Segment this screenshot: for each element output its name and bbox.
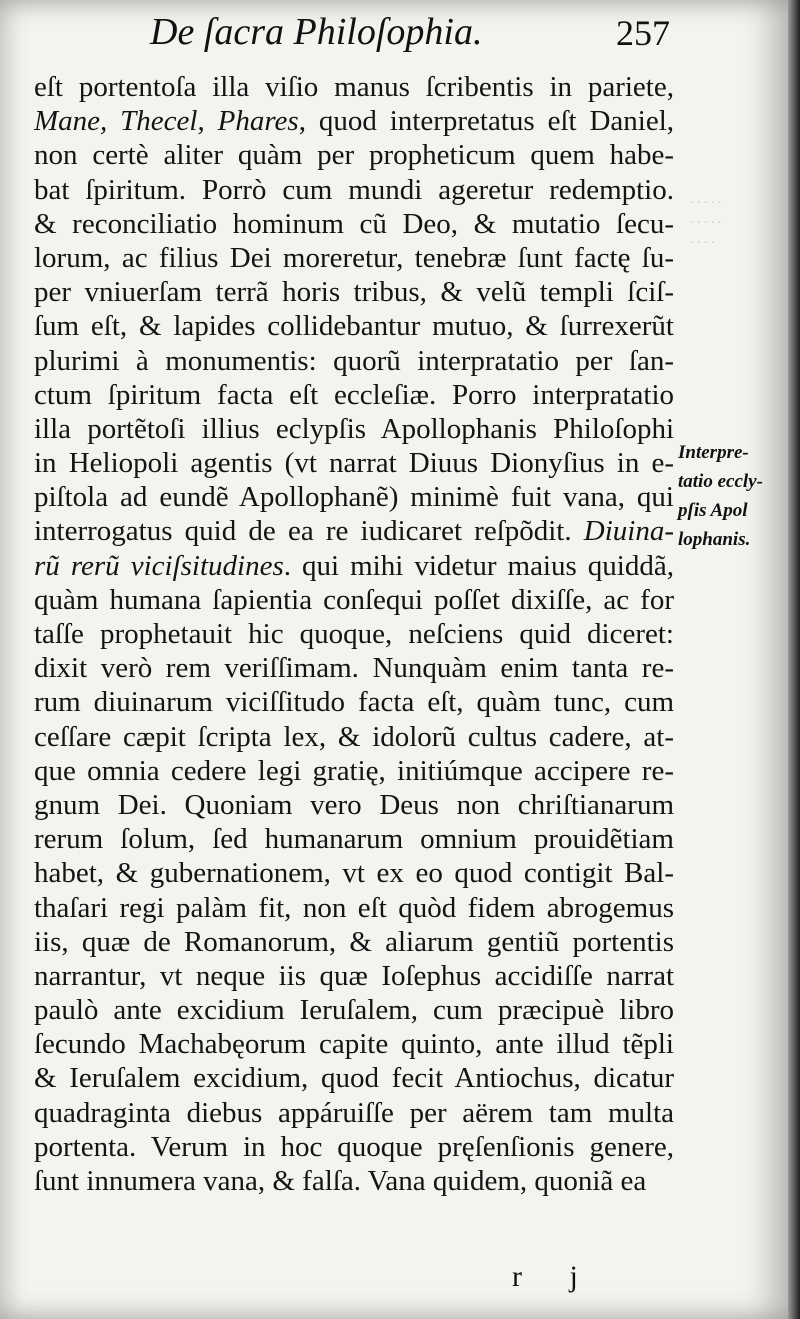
page-edge-shadow <box>788 0 800 1319</box>
text-line <box>34 138 674 172</box>
text-segment: bat ſpiritum. Porrò cum mundi ageretur redemptio. <box>34 173 674 206</box>
bleed-through-text: . . . . . . . . . . . . . . <box>690 192 722 247</box>
text-line <box>34 856 674 890</box>
margin-note-line: tatio eccly- <box>678 471 763 492</box>
text-segment: . qui mihi videtur maius quiddã, <box>283 549 674 582</box>
text-line <box>34 685 674 719</box>
text-line <box>34 104 674 138</box>
text-line <box>34 378 674 412</box>
text-line <box>34 344 674 378</box>
signature-mark: r j <box>512 1260 598 1293</box>
text-segment: paulò ante excidium Ieruſalem, cum præcipuè libro <box>34 994 674 1027</box>
text-segment: per vniuerſam terrã horis tribus, & velũ templi ſciſ- <box>34 276 674 309</box>
text-segment: interrogatus quid de ea re iudicaret reſpõdit. <box>34 515 584 548</box>
text-line <box>34 70 674 104</box>
text-segment: & reconciliatio hominum cũ Deo, & mutatio ſecu- <box>34 207 674 240</box>
text-segment: que omnia cedere legi gratię, initiúmque accipere re- <box>34 754 674 787</box>
text-line <box>34 275 674 309</box>
text-line <box>34 549 674 583</box>
text-segment: gnum Dei. Quoniam vero Deus non chriſtianarum <box>34 788 674 821</box>
text-segment: ſunt innumera vana, & falſa. Vana quidem, quoniã ea <box>34 1165 647 1197</box>
text-segment: narrantur, vt neque iis quæ Ioſephus accidiſſe narrat <box>34 959 674 992</box>
text-line <box>34 1061 674 1095</box>
text-segment: rum diuinarum viciſſitudo facta eſt, quàm tunc, cum <box>34 686 674 719</box>
margin-note-line: lophanis. <box>678 529 751 550</box>
page-number: 257 <box>616 13 670 53</box>
text-line <box>34 822 674 856</box>
text-segment: thaſari regi palàm fit, non eſt quòd fidem abrogemus <box>34 891 674 924</box>
text-line <box>34 651 674 685</box>
text-line <box>34 480 674 514</box>
text-line <box>34 754 674 788</box>
margin-note <box>678 438 778 554</box>
text-line <box>34 788 674 822</box>
text-segment: quàm humana ſapientia conſequi poſſet dixiſſe, ac for <box>34 583 674 616</box>
text-segment: non certè aliter quàm per propheticum quem habe- <box>34 139 674 172</box>
text-line <box>34 207 674 241</box>
page-header <box>150 10 670 70</box>
text-segment: ſecundo Machabęorum capite quinto, ante illud tẽpli <box>34 1028 674 1061</box>
text-segment: in Heliopoli agentis (vt narrat Diuus Dionyſius in e- <box>34 447 674 480</box>
text-line <box>34 1096 674 1130</box>
italic-text: rũ rerũ viciſsitudines <box>34 549 284 582</box>
running-head: De ſacra Philoſophia. <box>150 11 483 53</box>
text-line <box>34 446 674 480</box>
text-segment: taſſe prophetauit hic quoque, neſciens quid diceret: <box>34 618 674 650</box>
text-line <box>34 1027 674 1061</box>
text-line <box>34 1164 674 1198</box>
text-segment: & Ieruſalem excidium, quod fecit Antiochus, dicatur <box>34 1062 674 1095</box>
text-line <box>34 583 674 617</box>
text-segment: lorum, ac filius Dei moreretur, tenebræ ſunt factę ſu- <box>34 241 674 274</box>
text-segment: iis, quæ de Romanorum, & aliarum gentiũ portentis <box>34 925 674 958</box>
margin-note-line: Interpre- <box>678 442 749 463</box>
text-segment: piſtola ad eundẽ Apollophanẽ) minimè fuit vana, qui <box>34 481 674 514</box>
text-segment: , quod interpretatus eſt Daniel, <box>298 105 674 138</box>
text-segment: habet, & gubernationem, vt ex eo quod contigit Bal- <box>34 857 674 890</box>
text-segment: ceſſare cæpit ſcripta lex, & idolorũ cultus cadere, at- <box>34 720 674 753</box>
text-segment: ctum ſpiritum facta eſt eccleſiæ. Porro interpratatio <box>34 378 674 411</box>
text-line <box>34 309 674 343</box>
italic-text: Mane, Thecel, Phares <box>34 105 299 138</box>
text-line <box>34 617 674 651</box>
text-line <box>34 173 674 207</box>
text-line <box>34 241 674 275</box>
text-line <box>34 514 674 548</box>
text-segment: rerum ſolum, ſed humanarum omnium prouidẽtiam <box>34 823 674 856</box>
text-line <box>34 925 674 959</box>
text-segment: portenta. Verum in hoc quoque pręſenſionis genere, <box>34 1130 674 1163</box>
text-line <box>34 891 674 925</box>
text-line <box>34 993 674 1027</box>
text-segment: eſt portentoſa illa viſio manus ſcribentis in pariete, <box>34 71 674 103</box>
text-line <box>34 1130 674 1164</box>
text-line <box>34 959 674 993</box>
text-line <box>34 412 674 446</box>
text-segment: dixit verò rem veriſſimam. Nunquàm enim tanta re- <box>34 652 674 685</box>
text-segment: plurimi à monumentis: quorũ interpratatio per ſan- <box>34 344 674 377</box>
text-segment: quadraginta diebus appáruiſſe per aërem tam multa <box>34 1096 674 1129</box>
margin-note-line: pſis Apol <box>678 500 748 521</box>
text-segment: illa portẽtoſi illius eclypſis Apollophanis Philoſophi <box>34 412 674 445</box>
text-line <box>34 720 674 754</box>
italic-text: Diuina- <box>583 515 674 548</box>
text-segment: ſum eſt, & lapides collidebantur mutuo, & ſurrexerũt <box>34 310 674 343</box>
body-text <box>34 70 674 1198</box>
